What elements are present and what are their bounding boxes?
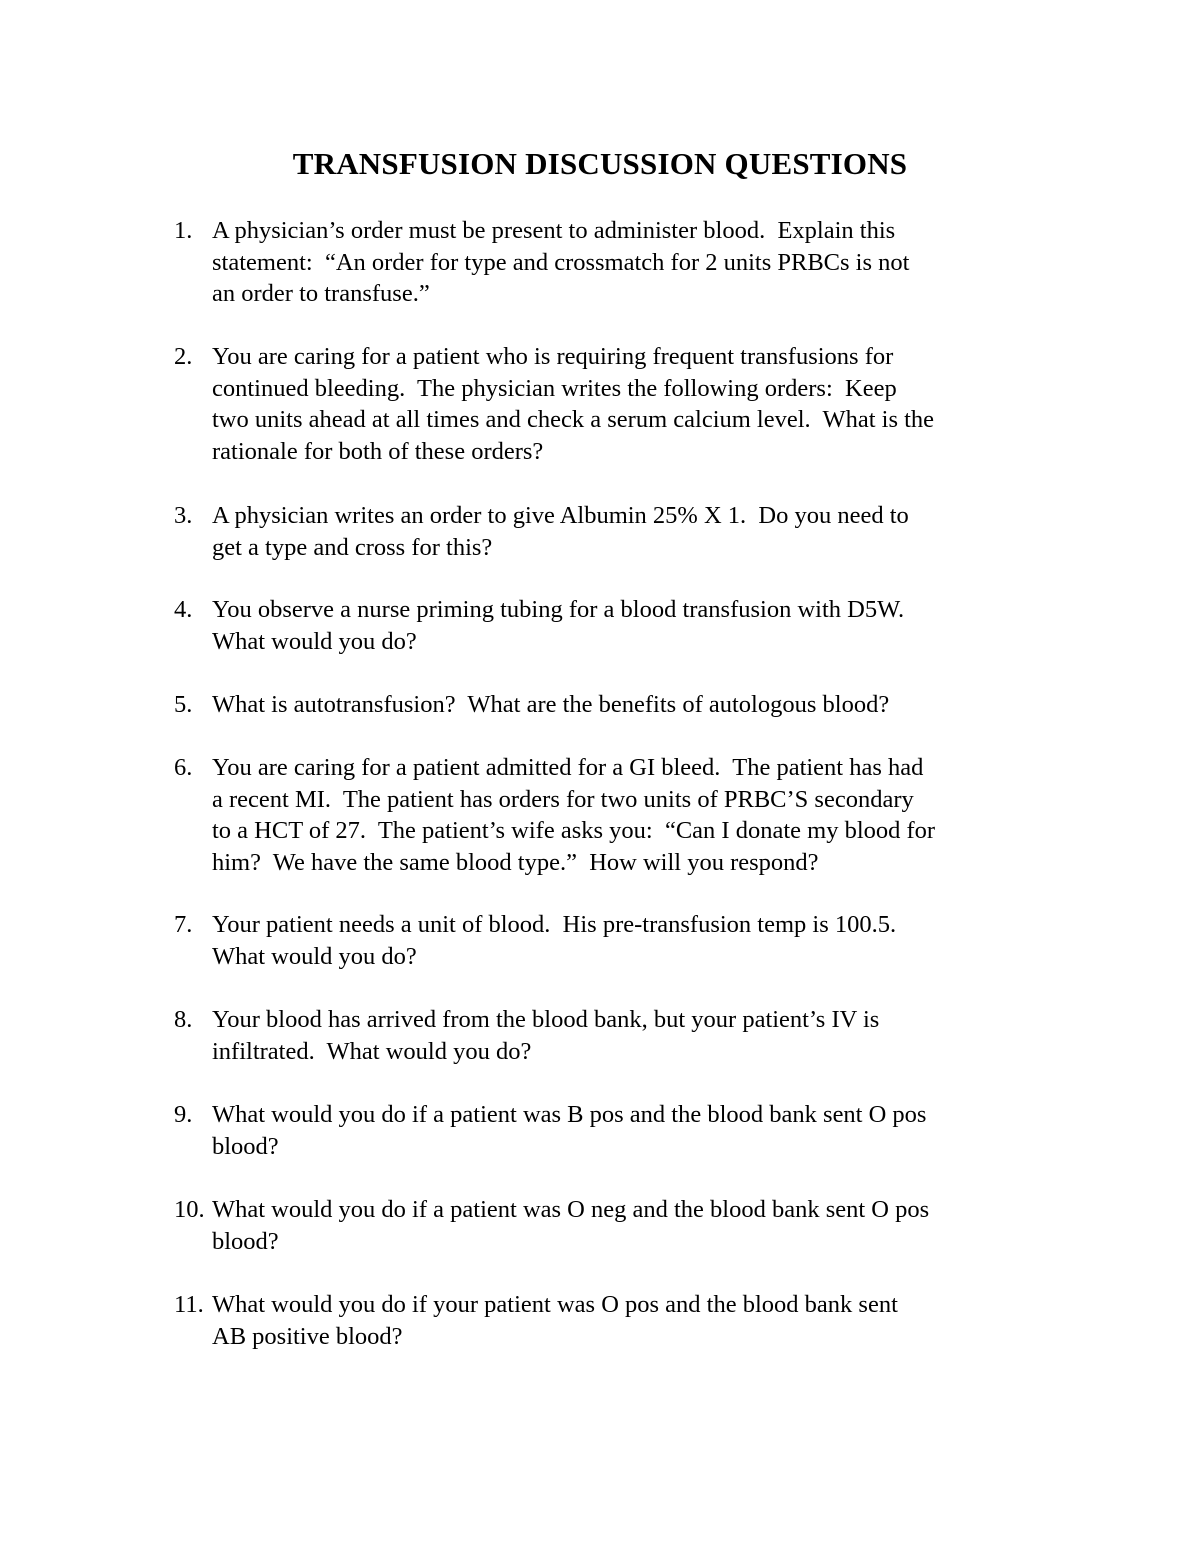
question-item [0, 689, 1200, 721]
question-number: 3. [174, 502, 193, 529]
question-number: 10. [174, 1196, 205, 1223]
question-text-line: blood? [212, 1132, 279, 1160]
question-text-line: You are caring for a patient who is requiring frequent transfusions for [212, 343, 894, 370]
question-text [212, 689, 1042, 721]
question-item [0, 1099, 1200, 1162]
question-item [0, 1194, 1200, 1257]
question-text-line: statement: “An order for type and crossmatch for 2 units PRBCs is not [212, 248, 910, 276]
question-item [0, 500, 1200, 563]
question-item [0, 341, 1200, 467]
question-text-line: blood? [212, 1227, 279, 1255]
question-text-line: What would you do? [212, 942, 417, 970]
question-number: 2. [174, 343, 193, 370]
question-text [212, 1194, 1042, 1257]
question-number: 7. [174, 911, 193, 938]
question-text-line: infiltrated. What would you do? [212, 1037, 532, 1065]
question-item [0, 752, 1200, 878]
question-text-line: get a type and cross for this? [212, 533, 493, 561]
question-item [0, 1004, 1200, 1067]
question-text-line: A physician writes an order to give Albumin 25% X 1. Do you need to [212, 502, 909, 529]
question-number: 5. [174, 691, 193, 718]
question-text-line: What is autotransfusion? What are the benefits of autologous blood? [212, 691, 890, 718]
question-item [0, 909, 1200, 972]
question-text-line: What would you do if a patient was B pos and the blood bank sent O pos [212, 1101, 927, 1128]
question-number: 1. [174, 217, 193, 244]
question-text [212, 1004, 1042, 1067]
question-item [0, 215, 1200, 310]
question-text [212, 341, 1042, 467]
question-text-line: continued bleeding. The physician writes the following orders: Keep [212, 374, 897, 402]
question-text-line: You observe a nurse priming tubing for a blood transfusion with D5W. [212, 596, 905, 623]
question-text-line: a recent MI. The patient has orders for two units of PRBC’S secondary [212, 785, 914, 813]
question-text-line: Your blood has arrived from the blood bank, but your patient’s IV is [212, 1006, 880, 1033]
question-text [212, 752, 1042, 878]
question-text [212, 215, 1042, 310]
question-text [212, 594, 1042, 657]
question-item [0, 594, 1200, 657]
question-text [212, 1289, 1042, 1352]
question-text-line: You are caring for a patient admitted for a GI bleed. The patient has had [212, 754, 924, 781]
question-text-line: A physician’s order must be present to administer blood. Explain this [212, 217, 896, 244]
question-text [212, 909, 1042, 972]
question-text-line: to a HCT of 27. The patient’s wife asks you: “Can I donate my blood for [212, 817, 936, 845]
document-title: TRANSFUSION DISCUSSION QUESTIONS [292, 146, 908, 181]
question-text-line: an order to transfuse.” [212, 280, 430, 308]
question-text [212, 500, 1042, 563]
question-text-line: rationale for both of these orders? [212, 437, 544, 465]
question-number: 6. [174, 754, 193, 781]
question-number: 9. [174, 1101, 193, 1128]
question-number: 4. [174, 596, 193, 623]
question-text-line: What would you do if a patient was O neg and the blood bank sent O pos [212, 1196, 930, 1223]
question-text-line: Your patient needs a unit of blood. His pre-transfusion temp is 100.5. [212, 911, 897, 938]
question-number: 11. [174, 1291, 204, 1318]
question-number: 8. [174, 1006, 193, 1033]
question-text-line: two units ahead at all times and check a serum calcium level. What is the [212, 406, 935, 434]
question-text-line: What would you do? [212, 627, 417, 655]
question-text [212, 1099, 1042, 1162]
question-item [0, 1289, 1200, 1352]
question-text-line: him? We have the same blood type.” How will you respond? [212, 848, 819, 876]
question-text-line: What would you do if your patient was O pos and the blood bank sent [212, 1291, 898, 1318]
question-text-line: AB positive blood? [212, 1322, 403, 1350]
